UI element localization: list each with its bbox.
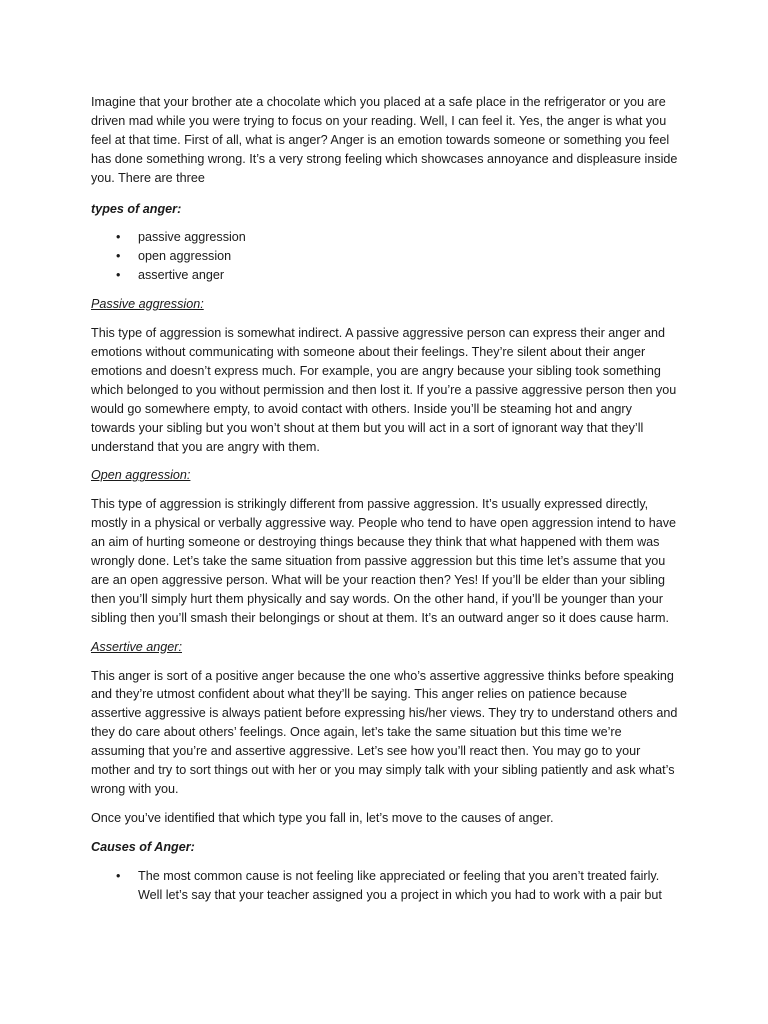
list-item: • open aggression bbox=[91, 247, 679, 266]
assertive-paragraph: This anger is sort of a positive anger because the one who’s assertive aggressive thinks before speaking and they’re utmost confident about what they’ll be saying. This anger relies on patience because assertive aggressive is always patient before expressing his/her views. They try to understand others and they do care about others’ feelings. Once again, let’s take the same situation but this time we’re assuming that you’re and assertive aggressive. Let’s see how you’ll react then. You may go to your mother and try to sort things out with her or you may simply talk with your sibling patiently and ask what’s wrong with you. bbox=[91, 668, 678, 796]
open-paragraph: This type of aggression is strikingly different from passive aggression. It’s usually expressed directly, mostly in a physical or verbally aggressive way. People who tend to have open aggression intend to have an aim of hurting someone or destroying things because they think that what happened with them was wrongly done. Let’s take the same situation from passive aggression but this time let’s assume that you are an open aggressive person. What will be your reaction then? Yes! If you’ll be elder than your sibling then you’ll simply hurt them physically and say words. On the other hand, if you’ll be younger than your sibling then you’ll smash their belongings or shout at them. It’s an outward anger so it does cause harm. bbox=[91, 497, 677, 625]
list-item: • passive aggression bbox=[91, 228, 679, 247]
bullet-icon: • bbox=[116, 249, 121, 264]
open-heading: Open aggression: bbox=[91, 468, 191, 483]
causes-list bbox=[91, 867, 679, 905]
transition-paragraph: Once you’ve identified that which type you fall in, let’s move to the causes of anger. bbox=[91, 810, 554, 825]
types-list bbox=[91, 228, 679, 285]
passive-heading: Passive aggression: bbox=[91, 297, 204, 312]
list-item: • assertive anger bbox=[91, 266, 679, 285]
bullet-icon: • bbox=[116, 868, 121, 883]
document-page bbox=[91, 93, 679, 915]
bullet-icon: • bbox=[116, 230, 121, 245]
types-heading: types of anger: bbox=[91, 201, 182, 216]
assertive-heading: Assertive anger: bbox=[91, 639, 182, 654]
intro-paragraph: Imagine that your brother ate a chocolate which you placed at a safe place in the refrigerator or you are driven mad while you were trying to focus on your reading. Well, I can feel it. Yes, the anger is what you feel at that time. First of all, what is anger? Anger is an emotion towards someone or something you feel has done something wrong. It’s a very strong feeling which showcases annoyance and displeasure inside you. There are three bbox=[91, 95, 678, 185]
bullet-icon: • bbox=[116, 268, 121, 283]
list-item: • The most common cause is not feeling like appreciated or feeling that you aren’t treated fairly. Well let’s say that your teacher assigned you a project in which you had to work with a pair but bbox=[116, 868, 662, 902]
causes-heading: Causes of Anger: bbox=[91, 839, 195, 854]
passive-paragraph: This type of aggression is somewhat indirect. A passive aggressive person can express their anger and emotions without communicating with someone about their feelings. They’re silent about their anger emotions and doesn’t express much. For example, you are angry because your sibling took something which belonged to you without permission and then lost it. If you’re a passive aggressive person then you would go somewhere empty, to avoid contact with others. Inside you’ll be steaming hot and angry towards your sibling but you won’t shout at them but you will act in a sort of ignorant way that they’ll understand that you are angry with them. bbox=[91, 326, 677, 454]
